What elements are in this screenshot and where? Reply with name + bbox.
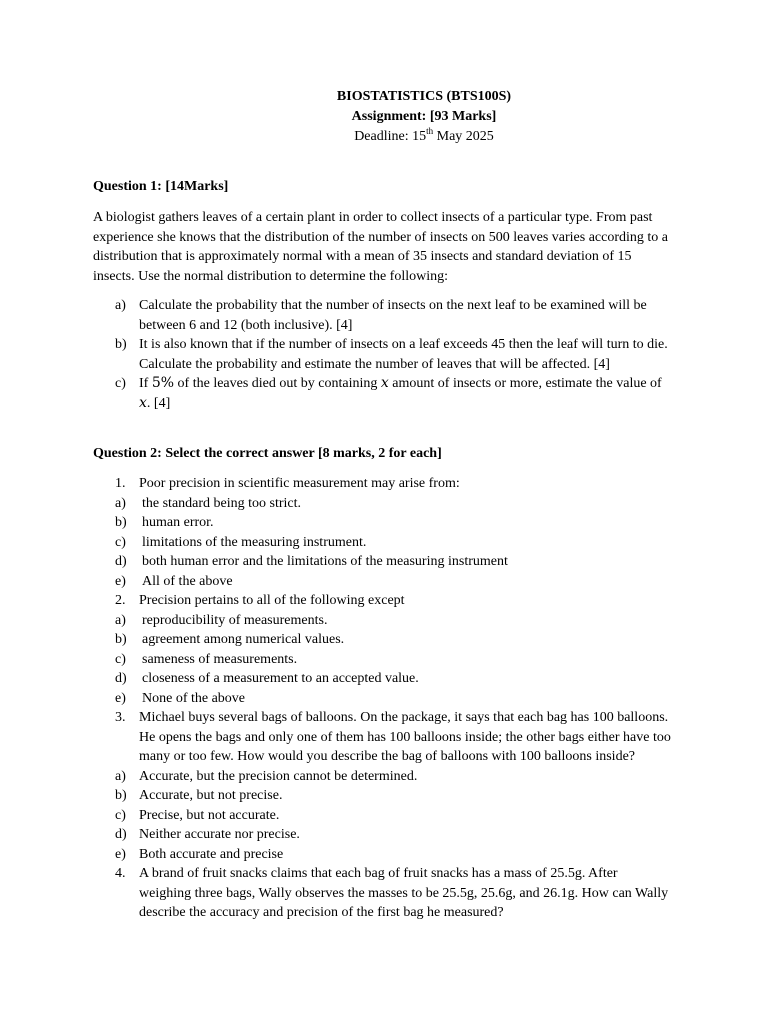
mcq-number: 1.	[115, 476, 126, 491]
option-label: c)	[115, 534, 126, 550]
mcq-option	[93, 611, 673, 631]
deadline	[0, 127, 768, 147]
option-text: closeness of a measurement to an accepted value.	[142, 671, 419, 686]
mcq-text: Poor precision in scientific measurement may arise from:	[139, 476, 460, 491]
mcq-text: A brand of fruit snacks claims that each bag of fruit snacks has a mass of 25.5g. After weighing three bags, Wally observes the masses to be 25.5g, 25.6g, and 26.1g. How can Wally describe the accuracy and precision of the first bag he measured?	[139, 866, 669, 920]
option-label: b)	[115, 515, 127, 530]
mcq-text: Precision pertains to all of the following except	[139, 593, 405, 608]
option-text: reproducibility of measurements.	[142, 612, 328, 628]
option-text: All of the above	[142, 573, 233, 589]
option-text: agreement among numerical values.	[142, 632, 345, 647]
option-label: d)	[115, 671, 127, 686]
mcq-number: 4.	[115, 866, 126, 881]
option-text: Both accurate and precise	[139, 846, 284, 862]
mcq-number: 2.	[115, 593, 126, 608]
mcq-option	[93, 669, 673, 689]
mcq-number: 3.	[115, 710, 126, 725]
option-label: a)	[115, 768, 126, 784]
option-text: Neither accurate nor precise.	[139, 827, 300, 842]
mcq-option	[93, 767, 673, 787]
x-variable: x	[380, 375, 389, 391]
percent-math: 5%	[151, 375, 175, 391]
option-label: c)	[115, 807, 126, 823]
option-text: None of the above	[142, 690, 246, 706]
option-text: both human error and the limitations of the measuring instrument	[142, 554, 508, 569]
option-text: Accurate, but the precision cannot be determined.	[139, 768, 418, 784]
mcq-option	[93, 572, 673, 592]
option-text: limitations of the measuring instrument.	[142, 534, 367, 550]
option-text: Accurate, but not precise.	[139, 788, 283, 803]
option-label: e)	[115, 846, 126, 862]
question-1-items	[93, 296, 673, 413]
deadline-prefix: Deadline: 15	[354, 129, 427, 144]
option-label: b)	[115, 788, 127, 803]
mcq-option	[93, 806, 673, 826]
course-title: BIOSTATISTICS (BTS100S)	[336, 89, 512, 104]
item-c-text-4: . [4]	[146, 395, 171, 411]
item-label: c)	[115, 376, 126, 391]
option-text: human error.	[142, 515, 214, 530]
deadline-suffix: May 2025	[433, 129, 494, 144]
item-text: Calculate the probability that the number of insects on the next leaf to be examined will be between 6 and 12 (both inclusive). [4]	[139, 298, 647, 333]
question-1-item	[93, 296, 673, 335]
option-label: d)	[115, 827, 127, 842]
mcq-option	[93, 513, 673, 533]
option-label: c)	[115, 651, 126, 667]
mcq-option	[93, 845, 673, 865]
item-c-text-1: If	[139, 376, 152, 391]
assignment-title: Assignment: [93 Marks]	[351, 109, 497, 124]
option-label: d)	[115, 554, 127, 569]
mcq-question	[93, 474, 673, 494]
item-label: b)	[115, 337, 127, 352]
question-1-title: Question 1: [14Marks]	[93, 179, 229, 194]
mcq-question	[93, 591, 673, 611]
mcq-option	[93, 650, 673, 670]
mcq-question	[93, 864, 673, 923]
option-text: the standard being too strict.	[142, 495, 302, 511]
option-label: e)	[115, 690, 126, 706]
x-variable: x	[139, 394, 147, 411]
mcq-option	[93, 494, 673, 514]
item-label: a)	[115, 298, 126, 313]
question-1-item	[93, 335, 673, 374]
mcq-text: Michael buys several bags of balloons. On the package, it says that each bag has 100 balloons. He opens the bags and only one of them has 100 balloons inside; the other bags either have too many or too few. How would you describe the bag of balloons with 100 balloons inside?	[139, 710, 671, 764]
item-c-text-2: of the leaves died out by containing	[174, 376, 381, 391]
option-label: a)	[115, 612, 126, 628]
option-label: a)	[115, 495, 126, 511]
option-text: sameness of measurements.	[142, 651, 298, 667]
question-2-list	[93, 474, 673, 923]
option-label: b)	[115, 632, 127, 647]
document-header	[0, 87, 768, 147]
mcq-option	[93, 552, 673, 572]
mcq-option	[93, 786, 673, 806]
mcq-question	[93, 708, 673, 767]
item-text: It is also known that if the number of insects on a leaf exceeds 45 then the leaf will turn to die. Calculate the probability and estimate the number of leaves that will be affected. [4]	[139, 337, 668, 372]
deadline-sup: th	[426, 126, 434, 136]
mcq-option	[93, 533, 673, 553]
question-1-intro: A biologist gathers leaves of a certain plant in order to collect insects of a particular type. From past experience she knows that the distribution of the number of insects on 500 leaves varies according to a distribution that is approximately normal with a mean of 35 insects and standard deviation of 15 insects. Use the normal distribution to determine the following:	[93, 210, 668, 284]
question-1-item-c	[93, 374, 673, 413]
option-text: Precise, but not accurate.	[139, 807, 280, 823]
question-2-title: Question 2: Select the correct answer [8 marks, 2 for each]	[93, 446, 442, 461]
mcq-option	[93, 825, 673, 845]
mcq-option	[93, 689, 673, 709]
option-label: e)	[115, 573, 126, 589]
mcq-option	[93, 630, 673, 650]
item-c-text-3: amount of insects or more, estimate the value of	[388, 376, 662, 391]
